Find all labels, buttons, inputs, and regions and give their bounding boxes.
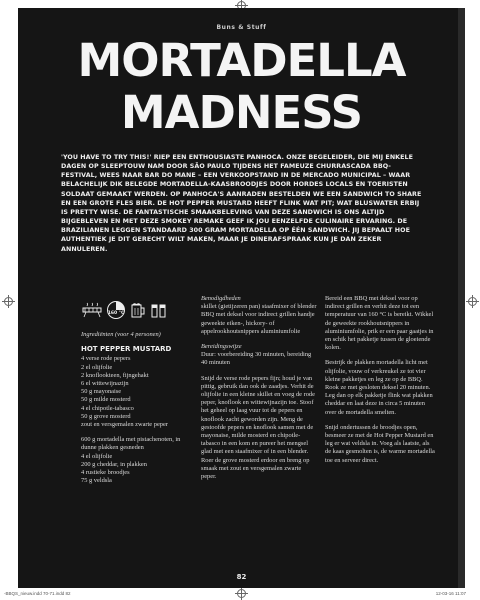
ingredient-item: 75 g veldsla: [81, 477, 112, 485]
ingredients-heading: Ingrediënten (voor 4 personen): [81, 331, 161, 338]
ingredients-column: [81, 331, 191, 485]
ingredient-item: 200 g cheddar, in plakken: [81, 460, 147, 468]
page-number: 82: [236, 573, 247, 581]
instructions-column: [325, 295, 436, 472]
ingredient-item: 4 rustieke broodjes: [81, 469, 130, 477]
grill-icon: [81, 302, 103, 322]
method-column: [201, 295, 318, 488]
registration-mark-bottom: [237, 589, 246, 598]
intro-paragraph: 'YOU HAVE TO TRY THIS!' RIEP EEN ENTHOUSIASTE PANHOCA. ONZE BEGELEIDER, DIE MIJ ENKELE DAGEN OP SLEEPTOUW NAM DOOR SÃO PAULO TIJDENS HET FAMEUZE CHURRASCADA BBQ-FESTIVAL, WEES NAAR BAR DO MANE – EEN VERKOOPSTAND IN DE MERCADO MUNICIPAL – WAAR BELACHELIJK DIK BELEGDE MORTADELLA-KAASBROODJES DOOR HORDES LOCALS EN TOERISTEN SOLDAAT GEMAAKT WERDEN. OP PANHOCA'S AANRADEN BESTELDEN WE EEN SANDWICH TO SHARE EN EEN GROTE FLES BIER. DE HOT PEPPER MUSTARD HEEFT FLINK WAT PIT; WAT BLUSWATER ERBIJ IS PRETTY WISE. DE FANTASTISCHE SMAAKBELEVING VAN DEZE SANDWICH IS ONS ALTIJD BIJGEBLEVEN EN MET DEZE SMOKEY REMAKE GEEF IK JOU EENZELFDE CULINAIRE ERVARING. DE BRAZILIANEN LEGGEN STANDAARD 300 GRAM MORTADELLA OP ÉÉN SANDWICH. JIJ BEPAALT HOE AUTHENTIEK JE DIT GERECHT WILT MAKEN, MAAR JE DINERAFSPRAAK KUN JE DAN ZEKER ANNULEREN.: [61, 154, 422, 253]
ingredient-item: 6 el wittewijnazijn: [81, 380, 129, 388]
ingredient-item: zout en versgemalen zwarte peper: [81, 421, 168, 429]
ingredient-item: 2 knoflookteen, fijngehakt: [81, 371, 149, 379]
beer-mug-icon: [129, 301, 147, 323]
ingredient-item: 4 verse rode pepers: [81, 355, 131, 363]
instructions-paragraph: Bereid een BBQ met deksel voor op indirect grillen en verhit deze tot een temperatuur van 160 °C is bereikt. Wikkel de geweekte rookhoutsnippers in aluminiumfolie, prik er een paar gaatjes in en schik het pakketje tussen de gloeiende kolen.: [325, 295, 434, 352]
method-paragraph: Snijd de verse rode pepers fijn; houd je van pittig, gebruik dan ook de zaadjes. Verhit de olijfolie in een kleine skillet en voeg de rode peper, knoflook en wittewijnazijn toe. Stoof het geheel op laag vuur tot de pepers en knoflook zacht geworden zijn. Meng de gestoofde pepers en knoflook samen met de mayonaise, milde mosterd en chipotle-tabasco in een kom en pureer het mengsel glad met een staafmixer of in een blender. Roer de grove mosterd erdoor en breng op smaak met zout en versgemalen zwarte peper.: [201, 374, 315, 481]
ingredient-item: 50 g mayonaise: [81, 388, 122, 396]
instructions-paragraph: Snijd ondertussen de broodjes open, besmeer ze met de Hot Pepper Mustard en leg er wat veldsla in. Voeg als laatste, als de kaas gesmolten is, de warme mortadella toe en serveer direct.: [325, 423, 435, 464]
temperature-label: 160 °C: [107, 311, 125, 316]
registration-mark-right: [468, 297, 477, 306]
print-slug-right: 12-03-16 11:07: [435, 591, 466, 596]
method-heading: Bereidingswijze: [201, 343, 242, 351]
ingredient-item: 50 g milde mosterd: [81, 396, 131, 404]
magazine-page: [18, 8, 465, 588]
print-slug-left: -BBQS_nieuw.indd 70-71.indd 82: [4, 591, 71, 596]
temperature-160-icon: [106, 300, 126, 324]
equipment-list: skillet (gietijzeren pan) staafmixer of blender BBQ met deksel voor indirect grillen handje geweekte eiken-, hickory- of appelrookhoutsnippers aluminiumfolie: [201, 303, 317, 335]
registration-mark-left: [4, 297, 13, 306]
beer-glasses-icon: [150, 301, 168, 323]
duration-text: Duur: voorbereiding 30 minuten, bereiding 40 minuten: [201, 351, 312, 367]
section-kicker: Buns & Stuff: [216, 24, 267, 31]
recipe-icons: [81, 300, 168, 324]
ingredient-item: 600 g mortadella met pistachenoten, in dunne plakken gesneden: [81, 436, 181, 452]
ingredient-item: 4 el olijfolie: [81, 452, 113, 460]
mustard-subheading: HOT PEPPER MUSTARD: [81, 345, 172, 354]
instructions-paragraph: Bestrijk de plakken mortadella licht met olijfolie, vouw of verkreukel ze tot vier kleine pakketjes en leg ze op de BBQ. Rook ze met gesloten deksel 20 minuten. Leg dan op elk pakketje flink wat plakken cheddar en laat deze in circa 5 minuten over de mortadella smelten.: [325, 359, 433, 416]
ingredient-item: 50 g grove mosterd: [81, 412, 131, 420]
ingredient-item: 2 el olijfolie: [81, 363, 113, 371]
headline-line-1: MORTADELLA: [77, 34, 406, 87]
equipment-heading: Benodigdheden: [201, 295, 241, 302]
ingredient-item: 4 el chipotle-tabasco: [81, 404, 134, 412]
headline-line-2: MADNESS: [120, 86, 363, 139]
